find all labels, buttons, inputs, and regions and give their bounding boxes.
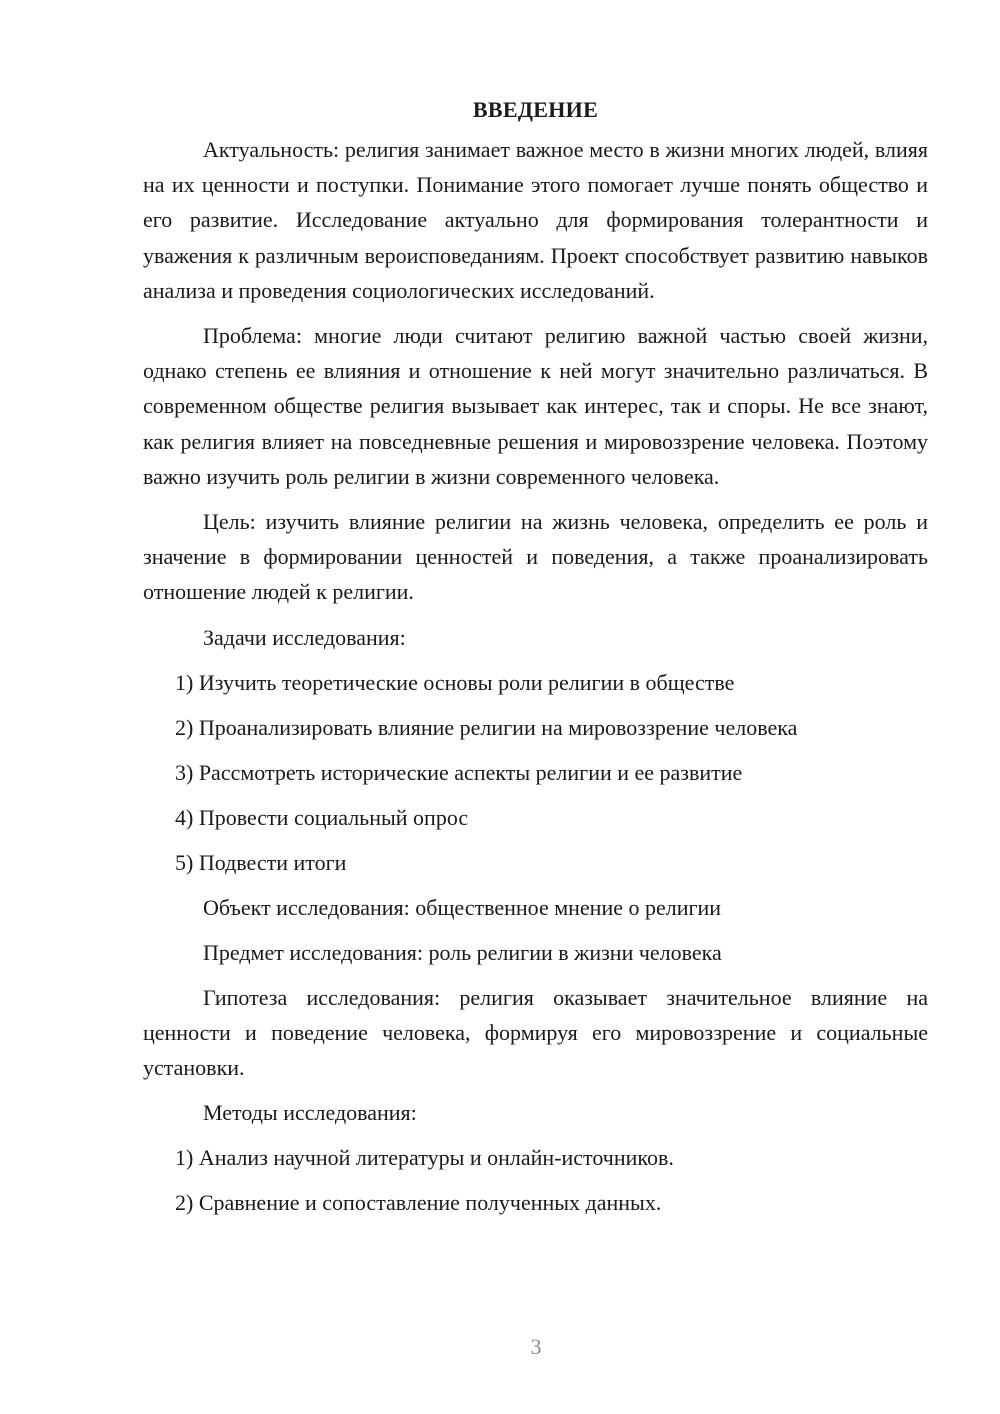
tasks-list xyxy=(143,665,928,880)
research-object: Объект исследования: общественное мнение о религии xyxy=(203,894,722,920)
document-page xyxy=(143,88,928,1230)
tasks-label: Задачи исследования: xyxy=(203,624,406,650)
task-item: 2) Проанализировать влияние религии на мировоззрение человека xyxy=(175,714,798,740)
page-number: 3 xyxy=(530,1334,542,1359)
task-item: 3) Рассмотреть исторические аспекты религии и ее развитие xyxy=(175,759,743,785)
page-heading: ВВЕДЕНИЕ xyxy=(472,97,599,122)
task-item: 1) Изучить теоретические основы роли религии в обществе xyxy=(175,669,735,695)
method-item: 1) Анализ научной литературы и онлайн-источников. xyxy=(175,1145,674,1171)
goal-paragraph: Цель: изучить влияние религии на жизнь человека, определить ее роль и значение в формировании ценностей и поведения, а также проанализировать отношение людей к религии. xyxy=(143,509,928,605)
methods-list xyxy=(143,1140,928,1220)
relevance-paragraph: Актуальность: религия занимает важное место в жизни многих людей, влияя на их ценности и поступки. Понимание этого помогает лучше понять общество и его развитие. Исследование актуально для формирования толерантности и уважения к различным вероисповеданиям. Проект способствует развитию навыков анализа и проведения социологических исследований. xyxy=(143,137,928,303)
research-subject: Предмет исследования: роль религии в жизни человека xyxy=(203,939,722,965)
methods-label: Методы исследования: xyxy=(203,1100,417,1126)
problem-paragraph: Проблема: многие люди считают религию важной частью своей жизни, однако степень ее влияния и отношение к ней могут значительно различаться. В современном обществе религия вызывает как интерес, так и споры. Не все знают, как религия влияет на повседневные решения и мировоззрение человека. Поэтому важно изучить роль религии в жизни современного человека. xyxy=(143,323,928,489)
hypothesis-paragraph: Гипотеза исследования: религия оказывает значительное влияние на ценности и поведение человека, формируя его мировоззрение и социальные установки. xyxy=(143,984,928,1081)
task-item: 4) Провести социальный опрос xyxy=(175,804,469,830)
task-item: 5) Подвести итоги xyxy=(175,849,347,875)
method-item: 2) Сравнение и сопоставление полученных данных. xyxy=(175,1190,662,1216)
